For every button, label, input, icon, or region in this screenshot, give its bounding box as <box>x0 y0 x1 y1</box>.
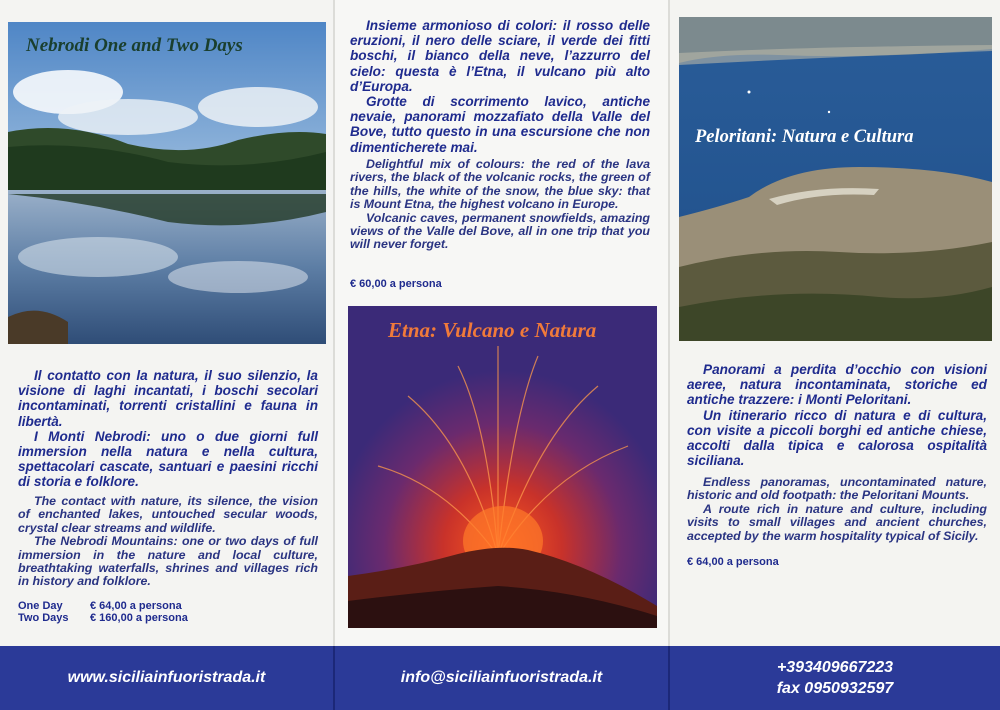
peloritani-aerial-photo <box>679 17 992 341</box>
paragraph: Endless panoramas, uncontaminated nature, historic and old footpath: the Peloritani Mounts. <box>687 475 987 503</box>
nebrodi-lake-photo <box>8 22 326 344</box>
paragraph: The Nebrodi Mountains: one or two days of full immersion in the nature and local culture, breathtaking waterfalls, shrines and villages rich in history and folklore. <box>18 534 318 589</box>
phone-fax-block <box>670 646 1000 710</box>
paragraph: Insieme armonioso di colori: il rosso delle eruzioni, il nero delle sciare, il verde dei fitti boschi, il bianco della neve, l’azzurro del cielo: questa è l’Etna, il vulcano più alto d’Europa. <box>350 18 650 94</box>
peloritani-title: Peloritani: Natura e Cultura <box>695 127 914 147</box>
nebrodi-prices <box>18 600 188 624</box>
price-row <box>18 612 188 624</box>
paragraph: I Monti Nebrodi: uno o due giorni full immersion nella natura e nella cultura, spettacolari cascate, santuari e paesini ricchi di storia e folklore. <box>18 428 318 490</box>
paragraph: The contact with nature, its silence, the vision of enchanted lakes, untouched secular woods, crystal clear streams and wildlife. <box>18 494 318 535</box>
peloritani-italian-text <box>687 362 987 468</box>
price-label: Two Days <box>18 612 69 624</box>
etna-price: € 60,00 a persona <box>350 278 442 290</box>
paragraph: Il contatto con la natura, il suo silenzio, la visione di laghi incantati, i boschi secolari incontaminati, torrenti cristallini e fauna in libertà. <box>18 368 318 429</box>
paragraph: Panorami a perdita d’occhio con visioni aeree, natura incontaminata, storiche ed antiche trazzere: i Monti Peloritani. <box>687 362 987 408</box>
phone-number[interactable]: +393409667223 <box>776 659 894 676</box>
price-label: One Day <box>18 600 63 612</box>
nebrodi-english-text <box>18 495 318 589</box>
paragraph: A route rich in nature and culture, including visits to small villages and ancient churches, accepted by the warm hospitality typical of Sicily. <box>687 501 987 543</box>
etna-italian-text <box>350 18 650 155</box>
fax-number: fax 0950932597 <box>776 680 894 697</box>
email-link[interactable]: info@siciliainfuoristrada.it <box>400 669 603 686</box>
nebrodi-italian-text <box>18 368 318 490</box>
price-row <box>18 600 188 612</box>
paragraph: Grotte di scorrimento lavico, antiche nevaie, panorami mozzafiato della Valle del Bove, tutto questo in una escursione che non dimenticherete mai. <box>350 94 650 155</box>
price-value: € 64,00 a persona <box>90 600 182 612</box>
etna-volcano-photo <box>348 306 657 628</box>
fold-line <box>668 0 670 710</box>
etna-title: Etna: Vulcano e Natura <box>388 318 597 342</box>
etna-english-text <box>350 158 650 252</box>
website-link[interactable]: www.siciliainfuoristrada.it <box>67 669 266 686</box>
peloritani-price: € 64,00 a persona <box>687 556 779 568</box>
nebrodi-title: Nebrodi One and Two Days <box>26 35 243 56</box>
fold-line <box>333 0 335 710</box>
price-value: € 160,00 a persona <box>90 612 188 624</box>
paragraph: Delightful mix of colours: the red of the lava rivers, the black of the volcanic rocks, the green of the hills, the white of the snow, the blue sky: that is Mount Etna, the highest volcano in Europe. <box>350 157 650 212</box>
paragraph: Volcanic caves, permanent snowfields, amazing views of the Valle del Bove, all in one trip that you will never forget. <box>350 210 650 252</box>
peloritani-english-text <box>687 476 987 543</box>
paragraph: Un itinerario ricco di natura e di cultura, con visite a piccoli borghi ed antiche chiese, accolti dalla tipica e calorosa ospitalità siciliana. <box>687 407 987 469</box>
